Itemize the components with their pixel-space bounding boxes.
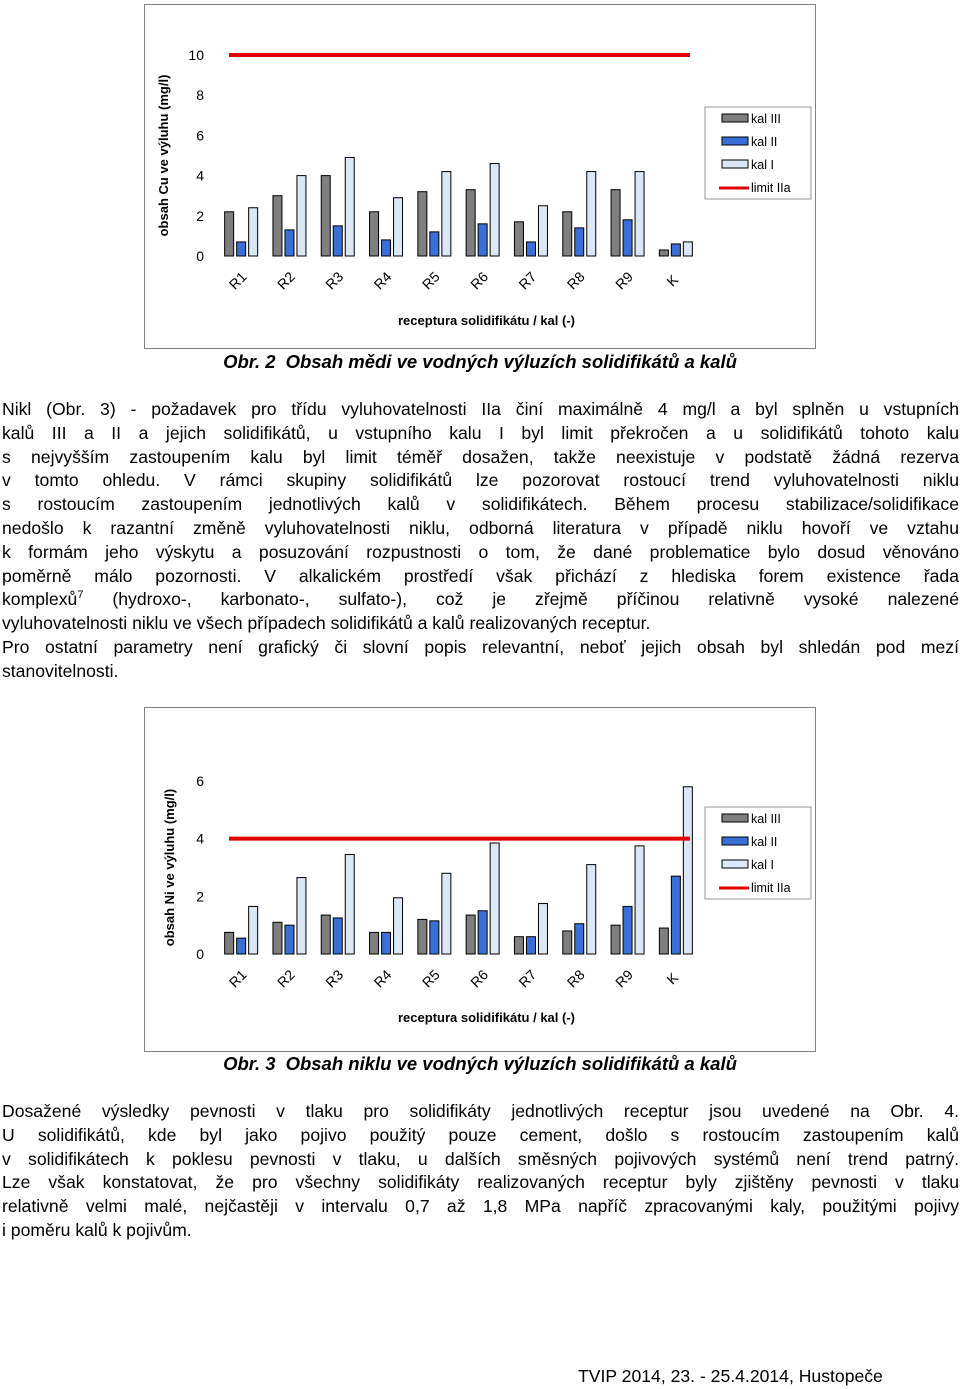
x-tick-label: R9 [612, 268, 637, 293]
x-tick-label: R9 [612, 966, 637, 991]
text-line: Pro ostatní parametry není grafický či slovní popis relevantní, neboť jejich obsah byl shledán pod mezí [2, 636, 959, 657]
bar-kal-iii [563, 212, 572, 256]
bar-kal-i [538, 904, 547, 954]
text-line: i poměru kalů k pojivům. [2, 1219, 192, 1240]
text-fragment: komplexů [2, 589, 78, 610]
bar-kal-iii [514, 222, 523, 256]
text-line: s nejvyšším zastoupením kalu byl limit téměř dosažen, takže neexistuje v podstatě žádná rezerva [2, 446, 959, 467]
caption-number: Obr. 2 [223, 351, 276, 372]
bar-kal-iii [370, 932, 379, 954]
bar-kal-i [394, 898, 403, 954]
bar-kal-ii [671, 876, 680, 954]
caption-text: Obsah niklu ve vodných výluzích solidifikátů a kalů [285, 1053, 737, 1074]
x-axis-label: receptura solidifikátu / kal (-) [398, 1010, 575, 1025]
bar-kal-ii [671, 244, 680, 256]
y-axis-label: obsah Cu ve výluhu (mg/l) [156, 74, 171, 237]
text-line: kalů III a II a jejich solidifikátů, u vstupního kalu I byl limit překročen a u solidifikátů tohoto kalu [2, 422, 959, 443]
text-line: Lze však konstatovat, že pro všechny solidifikáty realizovaných receptur byly zjištěny pevnosti v tlaku [2, 1172, 959, 1193]
bar-kal-ii [382, 240, 391, 256]
text-line: v solidifikátech k poklesu pevnosti v tlaku, u dalších směsných pojivových systémů není trend patrný. [2, 1148, 959, 1169]
bar-kal-iii [418, 919, 427, 954]
legend-swatch [722, 814, 748, 822]
bar-kal-iii [273, 922, 282, 954]
bar-kal-ii [430, 921, 439, 954]
x-tick-label: R5 [418, 966, 443, 991]
text-line: k formám jeho výskytu a posuzování rozpustnosti o tom, že dané problematice bylo dosud věnováno [2, 541, 959, 562]
bar-kal-iii [225, 932, 234, 954]
x-tick-label: R3 [322, 268, 347, 293]
y-tick-label: 4 [196, 167, 204, 184]
legend-label: kal II [751, 835, 778, 849]
bar-kal-ii [575, 924, 584, 954]
legend-swatch [722, 114, 748, 122]
paragraph-nickel [2, 398, 959, 684]
bar-kal-iii [225, 212, 234, 256]
x-tick-label: R8 [563, 966, 588, 991]
text-line: Nikl (Obr. 3) - požadavek pro třídu vyluhovatelnosti IIa činí maximálně 4 mg/l a byl splněn u vstupních [2, 399, 959, 419]
legend-label: limit IIa [751, 881, 791, 895]
caption-number: Obr. 3 [223, 1053, 276, 1074]
figure-caption-cu [0, 351, 960, 373]
bar-kal-i [490, 843, 499, 954]
legend-swatch [722, 137, 748, 145]
bar-kal-iii [321, 176, 330, 256]
chart-cu [144, 4, 816, 349]
chart-ni-svg [145, 708, 815, 1051]
bar-kal-iii [370, 212, 379, 256]
text-line: Dosažené výsledky pevnosti v tlaku pro solidifikáty jednotlivých receptur jsou uvedené na Obr. 4. [2, 1101, 959, 1121]
y-axis-label: obsah Ni ve výluhu (mg/l) [162, 788, 177, 947]
y-tick-label: 2 [196, 888, 204, 905]
x-tick-label: R4 [370, 268, 395, 293]
y-tick-label: 6 [196, 127, 204, 144]
bar-kal-iii [321, 915, 330, 954]
text-line: poměrně málo pozornosti. V alkalickém prostředí však přichází z hlediska forem existence řada [2, 565, 959, 586]
text-fragment: (hydroxo-, karbonato-, sulfato-), což je zřejmě příčinou relativně vysoké nalezené [83, 589, 959, 610]
y-tick-label: 0 [196, 946, 204, 962]
bar-kal-i [587, 865, 596, 954]
chart-ni [144, 707, 816, 1052]
text-line [2, 588, 959, 612]
chart-cu-svg [145, 5, 815, 348]
text-line: U solidifikátů, kde byl jako pojivo použitý pouze cement, došlo s rostoucím zastoupením kalů [2, 1124, 959, 1145]
bar-kal-i [490, 164, 499, 256]
bar-kal-ii [526, 242, 535, 256]
bar-kal-iii [418, 192, 427, 256]
bar-kal-iii [611, 190, 620, 256]
bar-kal-ii [285, 230, 294, 256]
bar-kal-i [635, 172, 644, 256]
text-line: nedošlo k razantní změně vyluhovatelnosti niklu, odborná literatura v případě niklu hovoří ve vztahu [2, 517, 959, 538]
x-tick-label: R1 [225, 966, 250, 991]
x-tick-label: R8 [563, 268, 588, 293]
bar-kal-i [683, 787, 692, 954]
x-tick-label: K [663, 271, 682, 290]
y-tick-label: 4 [196, 830, 204, 847]
bar-kal-ii [285, 925, 294, 954]
bar-kal-i [249, 208, 258, 256]
bar-kal-iii [466, 915, 475, 954]
legend-label: kal II [751, 135, 778, 149]
bar-kal-ii [333, 918, 342, 954]
bar-kal-i [442, 873, 451, 954]
figure-caption-ni [0, 1053, 960, 1075]
bar-kal-ii [526, 937, 535, 954]
bar-kal-i [297, 878, 306, 954]
x-tick-label: R5 [418, 268, 443, 293]
x-tick-label: R6 [467, 268, 492, 293]
bar-kal-iii [659, 928, 668, 954]
bar-kal-i [442, 172, 451, 256]
caption-text: Obsah mědi ve vodných výluzích solidifikátů a kalů [285, 351, 737, 372]
bar-kal-i [249, 906, 258, 954]
bar-kal-ii [478, 224, 487, 256]
x-tick-label: R7 [515, 268, 540, 293]
bar-kal-iii [611, 925, 620, 954]
bar-kal-ii [333, 226, 342, 256]
text-line: s rostoucím zastoupením jednotlivých kalů v solidifikátech. Během procesu stabilizace/solidifikace [2, 494, 959, 515]
bar-kal-iii [563, 931, 572, 954]
x-tick-label: R3 [322, 966, 347, 991]
x-tick-label: R4 [370, 966, 395, 991]
bar-kal-ii [237, 242, 246, 256]
bar-kal-iii [466, 190, 475, 256]
bar-kal-i [635, 846, 644, 954]
y-tick-label: 10 [188, 47, 204, 63]
legend-swatch [722, 160, 748, 168]
citation-superscript: 7 [77, 589, 84, 602]
paragraph-strength [2, 1100, 959, 1243]
legend-swatch [722, 837, 748, 845]
legend-label: limit IIa [751, 181, 791, 195]
bar-kal-i [345, 855, 354, 954]
x-tick-label: R2 [273, 268, 298, 293]
legend-label: kal I [751, 158, 774, 172]
bar-kal-ii [382, 932, 391, 954]
bar-kal-i [394, 198, 403, 256]
y-tick-label: 6 [196, 773, 204, 789]
bar-kal-i [345, 158, 354, 256]
bar-kal-ii [623, 220, 632, 256]
legend-label: kal III [751, 112, 781, 126]
legend-label: kal I [751, 858, 774, 872]
x-tick-label: K [663, 969, 682, 988]
bar-kal-i [538, 206, 547, 256]
text-line: vyluhovatelnosti niklu ve všech případech solidifikátů a kalů realizovaných receptur. [2, 613, 651, 634]
bar-kal-ii [575, 228, 584, 256]
bar-kal-i [297, 176, 306, 256]
text-line: relativně velmi malé, nejčastěji v intervalu 0,7 až 1,8 MPa napříč zpracovanými kaly, použitými pojivy [2, 1196, 959, 1217]
bar-kal-i [683, 242, 692, 256]
text-line: v tomto ohledu. V rámci skupiny solidifikátů lze pozorovat rostoucí trend vyluhovatelnosti niklu [2, 470, 959, 491]
legend-swatch [722, 860, 748, 868]
x-tick-label: R2 [273, 966, 298, 991]
bar-kal-ii [237, 938, 246, 954]
x-tick-label: R6 [467, 966, 492, 991]
bar-kal-iii [273, 196, 282, 256]
text-line: stanovitelnosti. [2, 660, 119, 681]
bar-kal-iii [659, 250, 668, 256]
y-tick-label: 0 [196, 248, 204, 264]
bar-kal-iii [514, 937, 523, 954]
y-tick-label: 2 [196, 207, 204, 224]
bar-kal-ii [478, 911, 487, 954]
x-axis-label: receptura solidifikátu / kal (-) [398, 313, 575, 328]
x-tick-label: R1 [225, 268, 250, 293]
x-tick-label: R7 [515, 966, 540, 991]
legend-label: kal III [751, 812, 781, 826]
y-tick-label: 8 [196, 87, 204, 104]
page-footer: TVIP 2014, 23. - 25.4.2014, Hustopeče [578, 1366, 883, 1386]
bar-kal-ii [430, 232, 439, 256]
bar-kal-ii [623, 906, 632, 954]
bar-kal-i [587, 172, 596, 256]
